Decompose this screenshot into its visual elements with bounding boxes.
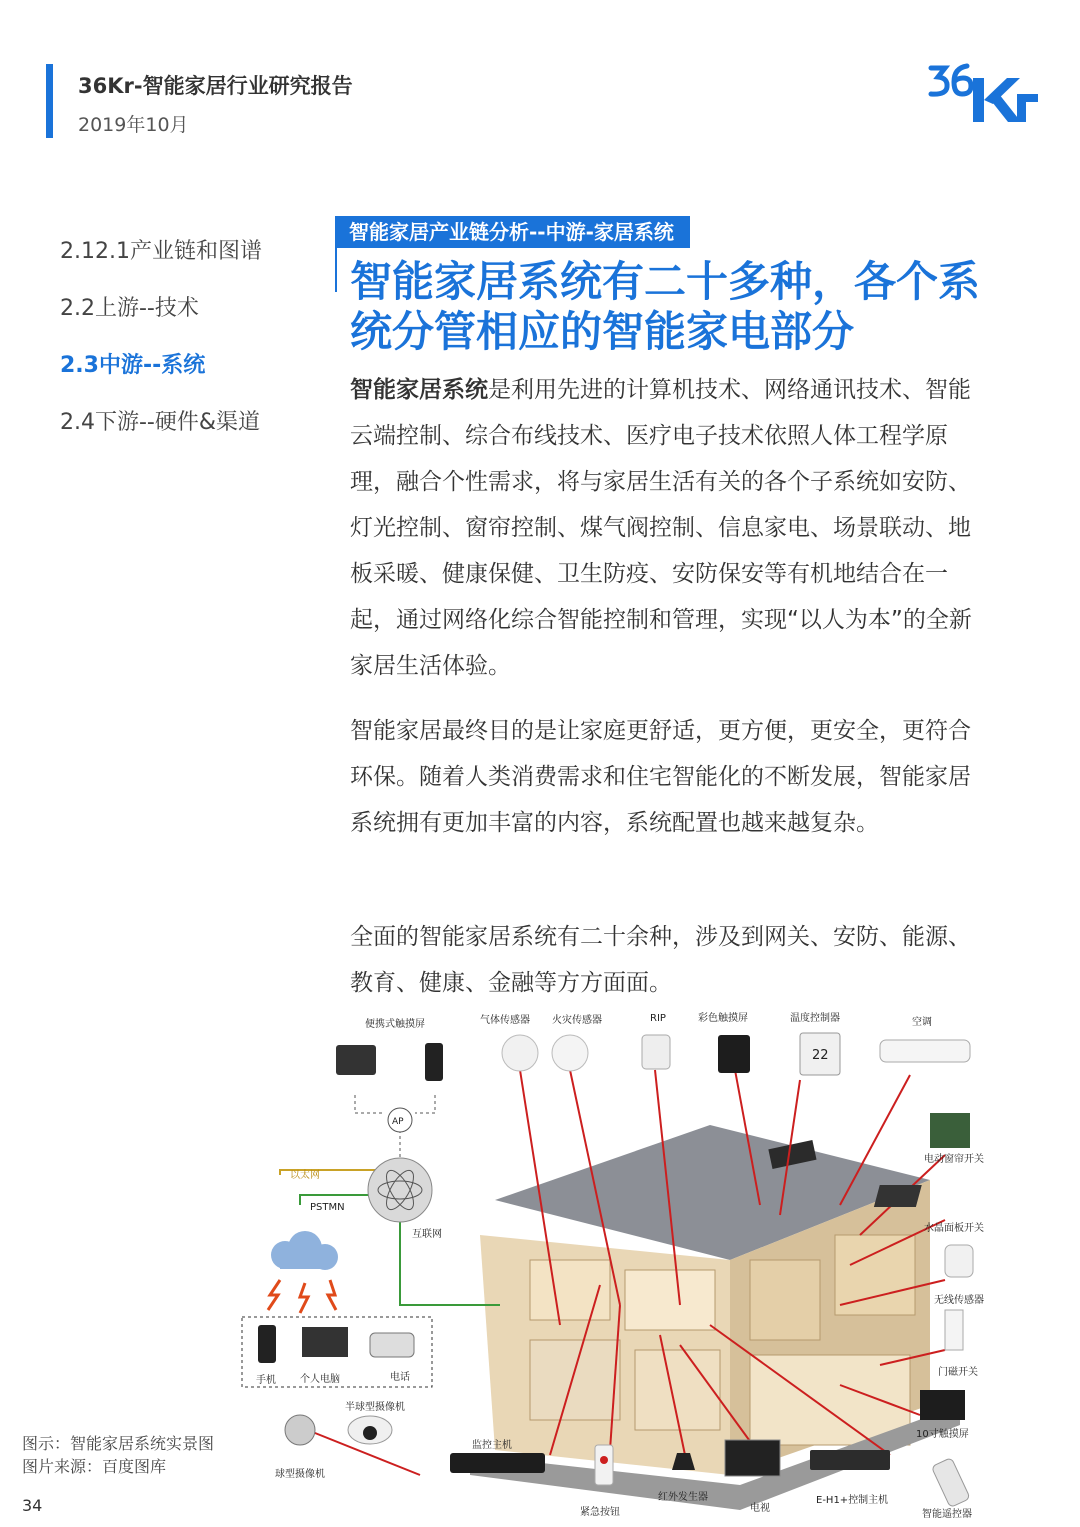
report-title: 36Kr-智能家居行业研究报告 — [78, 74, 353, 98]
portable-touchscreen-icon — [336, 1045, 376, 1075]
air-conditioner-icon — [880, 1040, 970, 1062]
paragraph-1-text: 是利用先进的计算机技术、网络通讯技术、智能云端控制、综合布线技术、医疗电子技术依照人体工程学原理，融合个性需求，将与家居生活有关的各个子系统如安防、灯光控制、窗帘控制、煤气阀控制、信息家电、场景联动、地板采暖、健康保健、卫生防疫、安防保安等有机地结合在一起，通过网络化综合智能控制和管理，实现“以人为本”的全新家居生活体验。 — [350, 377, 972, 679]
svg-text:22: 22 — [812, 1048, 829, 1063]
toc-item-2-4[interactable]: 2.4下游--硬件&渠道 — [60, 410, 261, 435]
toc-item-2-3[interactable]: 2.3中游--系统 — [60, 353, 206, 378]
curtain-switch-icon — [930, 1113, 970, 1148]
gas-sensor-icon — [502, 1035, 538, 1071]
toc-item-2-2[interactable]: 2.2上游--技术 — [60, 296, 199, 321]
label-pc: 个人电脑 — [300, 1374, 340, 1385]
section-tag: 智能家居产业链分析--中游-家居系统 — [337, 216, 690, 248]
door-sensor-icon — [945, 1310, 963, 1350]
crystal-panel-switch-icon — [874, 1185, 922, 1207]
paragraph-1 — [350, 367, 990, 689]
pc-icon — [302, 1327, 348, 1357]
ball-camera-icon — [285, 1415, 315, 1445]
emergency-button-icon — [595, 1445, 613, 1485]
signal-bolts — [268, 1280, 336, 1313]
table-of-contents — [60, 236, 262, 464]
report-date: 2019年10月 — [78, 114, 189, 136]
label-thermostat: 温度控制器 — [790, 1013, 840, 1024]
remote-control-icon — [931, 1458, 970, 1508]
page-headline: 智能家居系统有二十多种，各个系统分管相应的智能家电部分 — [350, 257, 981, 356]
wireless-sensor-icon — [945, 1245, 973, 1277]
paragraph-3: 全面的智能家居系统有二十余种，涉及到网关、安防、能源、教育、健康、金融等方方面面。 — [350, 924, 971, 996]
label-gas-sensor: 气体传感器 — [480, 1015, 530, 1026]
label-emergency: 紧急按钮 — [580, 1507, 620, 1518]
page-number: 34 — [22, 1496, 43, 1515]
header-accent-bar — [46, 64, 53, 138]
label-ethernet: 以太网 — [290, 1170, 320, 1181]
smart-home-diagram — [240, 1005, 1040, 1525]
label-portable-touch: 便携式触摸屏 — [365, 1019, 425, 1030]
cloud-icon — [271, 1231, 338, 1270]
label-pstmn: PSTMN — [310, 1202, 345, 1213]
figure-caption — [22, 1432, 214, 1478]
monitor-host-icon — [450, 1453, 545, 1473]
paragraph-1-keyword: 智能家居系统 — [350, 377, 488, 403]
label-10inch-touch: 10寸触摸屏 — [916, 1429, 969, 1440]
label-curtain-switch: 电动窗帘开关 — [924, 1154, 984, 1165]
color-touchscreen-icon — [718, 1035, 750, 1073]
label-dome-camera: 半球型摄像机 — [345, 1402, 405, 1413]
label-ir-emitter: 红外发生器 — [658, 1492, 708, 1503]
ten-inch-touchscreen-icon — [920, 1390, 965, 1420]
label-wireless-sensor: 无线传感器 — [934, 1295, 984, 1306]
handheld-touchscreen-icon — [425, 1043, 443, 1081]
label-telephone: 电话 — [390, 1372, 410, 1383]
label-door-switch: 门磁开关 — [938, 1367, 978, 1378]
label-remote: 智能遥控器 — [922, 1509, 972, 1520]
telephone-icon — [370, 1333, 414, 1357]
label-monitor-host: 监控主机 — [472, 1440, 512, 1451]
label-rip: RIP — [650, 1013, 666, 1024]
label-control-host: E-H1+控制主机 — [816, 1495, 889, 1506]
paragraph-2: 智能家居最终目的是让家庭更舒适，更方便，更安全，更符合环保。随着人类消费需求和住宅智能化的不断发展，智能家居系统拥有更加丰富的内容，系统配置也越来越复杂。 — [350, 718, 971, 836]
label-phone: 手机 — [256, 1375, 276, 1386]
36kr-logo — [925, 60, 1040, 126]
label-internet: 互联网 — [412, 1229, 442, 1240]
caption-line-1: 图示：智能家居系统实景图 — [22, 1434, 215, 1453]
toc-item-2-1[interactable]: 2.12.1产业链和图谱 — [60, 239, 262, 264]
label-ac: 空调 — [912, 1017, 932, 1028]
mobile-phone-icon — [258, 1325, 276, 1363]
label-fire-sensor: 火灾传感器 — [552, 1015, 602, 1026]
label-crystal-switch: 水晶面板开关 — [924, 1223, 984, 1234]
label-ball-camera: 球型摄像机 — [275, 1469, 325, 1480]
svg-text:AP: AP — [392, 1117, 404, 1127]
label-color-touch: 彩色触摸屏 — [698, 1013, 748, 1024]
caption-line-2: 图片来源：百度图库 — [22, 1457, 167, 1476]
rip-sensor-icon — [642, 1035, 670, 1069]
fire-sensor-icon — [552, 1035, 588, 1071]
tv-icon — [725, 1440, 780, 1476]
control-host-icon — [810, 1450, 890, 1470]
label-tv: 电视 — [750, 1503, 770, 1514]
